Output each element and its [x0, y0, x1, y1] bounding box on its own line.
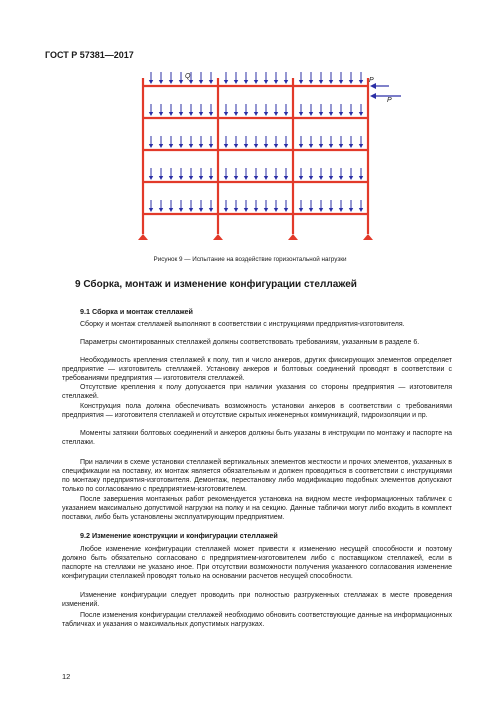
load-arrow-head — [254, 208, 258, 212]
load-arrow-head — [209, 80, 213, 84]
load-arrow-head — [274, 176, 278, 180]
load-arrow-head — [244, 144, 248, 148]
load-arrow-head — [254, 144, 258, 148]
load-arrow-head — [234, 112, 238, 116]
section-9-title: 9 Сборка, монтаж и изменение конфигурации стеллажей — [75, 279, 357, 290]
load-arrow-head — [199, 112, 203, 116]
load-arrow-head — [319, 176, 323, 180]
load-arrow-head — [159, 112, 163, 116]
load-arrow-head — [264, 208, 268, 212]
load-arrow-head — [329, 144, 333, 148]
load-arrow-head — [244, 208, 248, 212]
load-arrow-head — [339, 144, 343, 148]
paragraph-9-2-2: Изменение конфигурации следует проводить при полностью разгруженных стеллажах в месте проведения изменений. — [62, 592, 452, 608]
load-arrow-head — [199, 80, 203, 84]
paragraph-9-2-1: Любое изменение конфигурации стеллажей может привести к изменению несущей способности и поэтому должно быть обязательно согласовано с предприятием-изготовителем либо с поставщиком стеллажей, если в паспорте на стеллажи не указано иное. При отсутствии возможности получения указанного согласования изменение конфигурации стеллажей проводят только на основании расчетов несущей способности. — [62, 546, 452, 580]
load-arrow-head — [349, 80, 353, 84]
label-q: Q — [185, 73, 191, 80]
rack-support — [288, 234, 298, 240]
load-arrow-head — [349, 176, 353, 180]
load-arrow-head — [359, 208, 363, 212]
load-arrow-head — [299, 208, 303, 212]
load-arrow-head — [159, 80, 163, 84]
load-arrow-head — [179, 176, 183, 180]
load-arrow-head — [244, 80, 248, 84]
load-arrow-head — [299, 176, 303, 180]
load-arrow-head — [224, 208, 228, 212]
load-arrow-head — [209, 176, 213, 180]
load-arrow-head — [309, 112, 313, 116]
document-header: ГОСТ Р 57381—2017 — [45, 50, 134, 60]
paragraph-9-1-1: Сборку и монтаж стеллажей выполняют в соответствии с инструкциями предприятия-изготовителя. — [80, 321, 405, 328]
rack-support — [138, 234, 148, 240]
load-arrow-head — [339, 208, 343, 212]
load-arrow-head — [264, 144, 268, 148]
load-arrow-head — [284, 176, 288, 180]
load-arrow-head — [299, 80, 303, 84]
load-arrow-head — [149, 144, 153, 148]
load-arrow-head — [179, 208, 183, 212]
horizontal-force-p-side-head — [370, 93, 376, 99]
load-arrow-head — [254, 176, 258, 180]
load-arrow-head — [234, 208, 238, 212]
load-arrow-head — [309, 80, 313, 84]
load-arrow-head — [319, 144, 323, 148]
load-arrow-head — [339, 80, 343, 84]
load-arrow-head — [299, 112, 303, 116]
load-arrow-head — [234, 144, 238, 148]
load-arrow-head — [339, 112, 343, 116]
load-arrow-head — [159, 208, 163, 212]
load-arrow-head — [319, 80, 323, 84]
load-arrow-head — [199, 208, 203, 212]
load-arrow-head — [149, 112, 153, 116]
figure-caption: Рисунок 9 — Испытание на воздействие горизонтальной нагрузки — [153, 256, 347, 263]
load-arrow-head — [234, 80, 238, 84]
load-arrow-head — [179, 80, 183, 84]
load-arrow-head — [169, 208, 173, 212]
load-arrow-head — [169, 112, 173, 116]
load-arrow-head — [189, 208, 193, 212]
load-arrow-head — [149, 80, 153, 84]
load-arrow-head — [359, 80, 363, 84]
paragraph-9-1-3: Необходимость крепления стеллажей к полу, тип и число анкеров, других фиксирующих элементов определяет предприятие — изготовитель стеллажей. Установку анкеров и болтовых соединений проводят в соответствии с требованиями предприятия — изготовителя стеллажей. — [62, 357, 452, 382]
paragraph-9-1-4: Отсутствие крепления к полу допускается при наличии указания со стороны предприятия — изготовителя стеллажей. — [62, 384, 452, 400]
load-arrow-head — [284, 144, 288, 148]
rack-support — [213, 234, 223, 240]
load-arrow-head — [169, 144, 173, 148]
load-arrow-head — [254, 112, 258, 116]
paragraph-9-1-5: Конструкция пола должна обеспечивать возможность установки анкеров в соответствии с требованиями предприятия — изготовителя стеллажей и отсутствие скрытых инженерных коммуникаций, гидроизоляции и пр. — [62, 403, 452, 419]
label-p-top: P — [369, 77, 374, 84]
load-arrow-head — [329, 112, 333, 116]
load-arrow-head — [349, 208, 353, 212]
load-arrow-head — [264, 176, 268, 180]
section-9-2-title: 9.2 Изменение конструкции и конфигурации стеллажей — [80, 531, 278, 540]
load-arrow-head — [199, 144, 203, 148]
load-arrow-head — [224, 144, 228, 148]
load-arrow-head — [274, 144, 278, 148]
load-arrow-head — [159, 144, 163, 148]
load-arrow-head — [359, 176, 363, 180]
load-arrow-head — [284, 80, 288, 84]
section-9-1-title: 9.1 Сборка и монтаж стеллажей — [80, 307, 193, 316]
load-arrow-head — [329, 208, 333, 212]
load-arrow-head — [209, 112, 213, 116]
load-arrow-head — [169, 80, 173, 84]
load-arrow-head — [359, 112, 363, 116]
load-arrow-head — [179, 144, 183, 148]
load-arrow-head — [234, 176, 238, 180]
load-arrow-head — [274, 80, 278, 84]
load-arrow-head — [149, 176, 153, 180]
rack-support — [363, 234, 373, 240]
load-arrow-head — [359, 144, 363, 148]
load-arrow-head — [179, 112, 183, 116]
paragraph-9-1-6: Моменты затяжки болтовых соединений и анкеров должны быть указаны в инструкции по монтажу и паспорте на стеллажи. — [62, 430, 452, 446]
load-arrow-head — [244, 176, 248, 180]
load-arrow-head — [199, 176, 203, 180]
load-arrow-head — [309, 144, 313, 148]
load-arrow-head — [254, 80, 258, 84]
load-arrow-head — [349, 112, 353, 116]
load-arrow-head — [209, 144, 213, 148]
paragraph-9-1-2: Параметры смонтированных стеллажей должны соответствовать требованиям, указанным в разделе 6. — [80, 339, 420, 346]
load-arrow-head — [224, 80, 228, 84]
load-arrow-head — [159, 176, 163, 180]
load-arrow-head — [244, 112, 248, 116]
load-arrow-head — [189, 80, 193, 84]
load-arrow-head — [264, 80, 268, 84]
paragraph-9-1-7: При наличии в схеме установки стеллажей вертикальных элементов жесткости и прочих элементов, указанных в спецификации на поставку, их монтаж является обязательным и должен проводиться в соответствии с инструкциями по монтажу предприятия-изготовителя. Демонтаж, перестановку либо модификацию подобных элементов допускают только по согласованию с предприятием-изготовителем. — [62, 459, 452, 493]
load-arrow-head — [189, 144, 193, 148]
load-arrow-head — [264, 112, 268, 116]
load-arrow-head — [189, 112, 193, 116]
load-arrow-head — [284, 208, 288, 212]
load-arrow-head — [149, 208, 153, 212]
load-arrow-head — [309, 176, 313, 180]
load-arrow-head — [284, 112, 288, 116]
load-arrow-head — [319, 208, 323, 212]
load-arrow-head — [299, 144, 303, 148]
load-arrow-head — [224, 176, 228, 180]
load-arrow-head — [329, 176, 333, 180]
page-number: 12 — [62, 672, 71, 681]
load-arrow-head — [224, 112, 228, 116]
load-arrow-head — [329, 80, 333, 84]
load-arrow-head — [274, 112, 278, 116]
paragraph-9-2-3: После изменения конфигурации стеллажей необходимо обновить соответствующие данные на информационных табличках и указания о максимальных допустимых нагрузках. — [62, 612, 452, 628]
load-arrow-head — [339, 176, 343, 180]
rack-load-figure — [125, 66, 405, 246]
load-arrow-head — [349, 144, 353, 148]
load-arrow-head — [319, 112, 323, 116]
load-arrow-head — [189, 176, 193, 180]
label-p-side: P — [387, 97, 392, 104]
load-arrow-head — [274, 208, 278, 212]
load-arrow-head — [309, 208, 313, 212]
paragraph-9-1-8: После завершения монтажных работ рекомендуется установка на видном месте информационных табличек с указанием максимально допустимой нагрузки на полку и на секцию. Данные таблички могут либо входить в комплект поставки, либо быть установлены эксплуатирующим предприятием. — [62, 496, 452, 521]
load-arrow-head — [209, 208, 213, 212]
load-arrow-head — [169, 176, 173, 180]
